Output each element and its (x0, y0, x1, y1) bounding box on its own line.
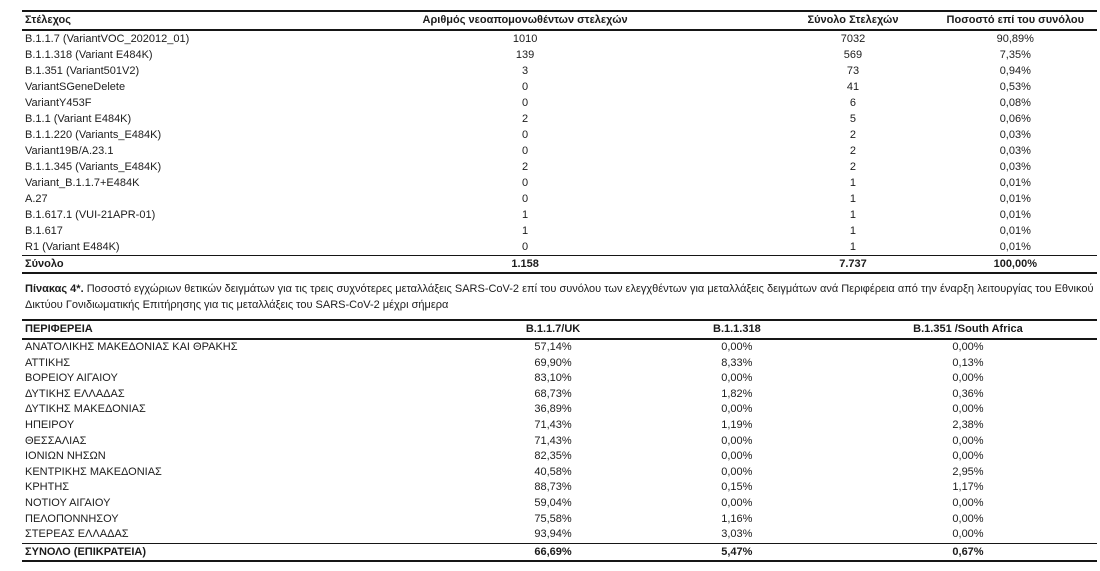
table-cell: 2 (522, 161, 529, 173)
table-cell: 0,15% (721, 481, 753, 494)
table-row (22, 63, 1097, 79)
table-cell: Σύνολο Στελεχών (772, 11, 933, 30)
table-cell: Στέλεχος (22, 11, 278, 30)
table-cell: 1 (849, 241, 857, 253)
strain-table-header (22, 11, 1097, 30)
table-cell: 0,01% (999, 177, 1031, 189)
table-cell: 71,43% (534, 434, 572, 447)
table-cell: 0,08% (999, 97, 1031, 109)
table-row (22, 111, 1097, 127)
table-row (22, 159, 1097, 175)
table-header-row (22, 320, 1097, 339)
table-cell: 71,43% (534, 418, 572, 431)
table-cell: ΠΕΛΟΠΟΝΝΗΣΟΥ (25, 512, 119, 525)
table-cell: B.1.1.7 (VariantVOC_202012_01) (25, 33, 190, 45)
table-cell: 1,16% (721, 512, 753, 525)
table-row (22, 175, 1097, 191)
table-total-row (22, 256, 1097, 274)
table-row (22, 480, 1097, 496)
table-cell: 0,00% (721, 496, 753, 509)
table-cell: 75,58% (534, 512, 572, 525)
table-cell: 1.158 (278, 256, 773, 274)
table-cell: ΔΥΤΙΚΗΣ ΕΛΛΑΔΑΣ (25, 387, 125, 400)
region-table-body (22, 339, 1097, 543)
table-cell: 82,35% (534, 450, 572, 463)
table-row (22, 434, 1097, 450)
strain-summary-table (22, 10, 1097, 274)
table-cell: 0 (522, 81, 529, 93)
table-cell: 2 (849, 161, 857, 173)
table-cell: ΝΟΤΙΟΥ ΑΙΓΑΙΟΥ (25, 496, 111, 509)
table-cell: 7,35% (999, 49, 1031, 61)
table-cell: B.1.1.220 (Variants_E484K) (25, 129, 162, 141)
table-cell: 41 (846, 81, 860, 93)
table-header-row (22, 11, 1097, 30)
table-cell: 0,13% (952, 356, 984, 369)
table-cell: 0,00% (721, 465, 753, 478)
table-cell: VariantSGeneDelete (25, 81, 126, 93)
table-cell: 7.737 (772, 256, 933, 274)
table-cell: 0,00% (721, 372, 753, 385)
table-cell: 0 (522, 145, 529, 157)
table-cell: 0,01% (999, 241, 1031, 253)
table-row (22, 512, 1097, 528)
table-cell: ΙΟΝΙΩΝ ΝΗΣΩΝ (25, 450, 106, 463)
table-cell: 90,89% (996, 33, 1034, 45)
table-caption (22, 281, 1097, 313)
table-cell: B.1.1.345 (Variants_E484K) (25, 161, 162, 173)
table-cell: 69,90% (534, 356, 572, 369)
table-cell: 57,14% (534, 341, 572, 353)
table-row (22, 95, 1097, 111)
table-cell: 6 (849, 97, 857, 109)
table-cell: 1 (522, 209, 529, 221)
table-cell: 0,67% (839, 543, 1097, 561)
table-caption-text: Ποσοστό εγχώριων θετικών δειγμάτων για τις τρεις συχνότερες μεταλλάξεις SARS-CoV-2 επί του συνόλου των ελεγχθέντων για μεταλλάξεις δειγμάτων ανά Περιφέρεια από την έναρξη λειτουργίας του Εθνικού Δικτύου Γονιδιωματικής Επιτήρησης για τις μεταλλάξεις του SARS-CoV-2 μέχρι σήμερα (25, 283, 1094, 311)
table-cell: 3,03% (721, 528, 753, 541)
table-cell: 0 (522, 193, 529, 205)
table-cell: 139 (515, 49, 535, 61)
table-caption-label: Πίνακας 4*. (25, 283, 84, 295)
table-cell: 0,00% (721, 403, 753, 416)
table-cell: 59,04% (534, 496, 572, 509)
table-cell: A.27 (25, 193, 48, 205)
table-cell: 0,53% (999, 81, 1031, 93)
table-cell: 2,95% (952, 465, 984, 478)
table-cell: Αριθμός νεοαπομονωθέντων στελεχών (278, 11, 773, 30)
table-row (22, 418, 1097, 434)
table-cell: 1 (849, 225, 857, 237)
table-cell: ΘΕΣΣΑΛΙΑΣ (25, 434, 87, 447)
table-cell: 1 (849, 193, 857, 205)
region-percentage-table (22, 319, 1097, 562)
table-cell: Variant_B.1.1.7+E484K (25, 177, 140, 189)
table-cell: 1,17% (952, 481, 984, 494)
table-cell: R1 (Variant E484K) (25, 241, 120, 253)
region-table-footer (22, 543, 1097, 561)
region-table-header (22, 320, 1097, 339)
table-cell: ΚΕΝΤΡΙΚΗΣ ΜΑΚΕΔΟΝΙΑΣ (25, 465, 162, 478)
table-cell: 1 (849, 209, 857, 221)
table-cell: B.1.351 (Variant501V2) (25, 65, 140, 77)
table-cell: ΔΥΤΙΚΗΣ ΜΑΚΕΔΟΝΙΑΣ (25, 403, 146, 416)
table-total-row (22, 543, 1097, 561)
table-cell: 5,47% (635, 543, 839, 561)
table-cell: 0 (522, 177, 529, 189)
table-cell: B.1.351 /South Africa (839, 320, 1097, 339)
table-cell: 40,58% (534, 465, 572, 478)
strain-table-body (22, 30, 1097, 256)
table-cell: Variant19B/A.23.1 (25, 145, 114, 157)
table-row (22, 239, 1097, 256)
table-cell: B.1.1.318 (Variant E484K) (25, 49, 153, 61)
table-cell: 0,00% (721, 450, 753, 463)
table-cell: ΠΕΡΙΦΕΡΕΙΑ (22, 320, 471, 339)
table-row (22, 356, 1097, 372)
table-cell: 0,01% (999, 193, 1031, 205)
table-row (22, 143, 1097, 159)
table-cell: 36,89% (534, 403, 572, 416)
table-cell: 1,19% (721, 418, 753, 431)
table-cell: 0,00% (952, 372, 984, 385)
table-row (22, 496, 1097, 512)
table-row (22, 465, 1097, 481)
table-cell: 2 (849, 145, 857, 157)
table-cell: Σύνολο (22, 256, 278, 274)
table-cell: B.1.1.318 (635, 320, 839, 339)
table-cell: 0,00% (952, 450, 984, 463)
table-cell: 569 (843, 49, 863, 61)
table-cell: 0,01% (999, 209, 1031, 221)
table-cell: 1010 (512, 33, 538, 45)
table-cell: 0,00% (721, 341, 753, 353)
table-cell: 1 (522, 225, 529, 237)
table-cell: 8,33% (721, 356, 753, 369)
table-cell: 0,00% (952, 434, 984, 447)
table-cell: 2,38% (952, 418, 984, 431)
table-cell: 93,94% (534, 528, 572, 541)
table-cell: ΣΥΝΟΛΟ (ΕΠΙΚΡΑΤΕΙΑ) (22, 543, 471, 561)
table-cell: 88,73% (534, 481, 572, 494)
table-cell: ΗΠΕΙΡΟΥ (25, 418, 75, 431)
table-cell: 1,82% (721, 387, 753, 400)
table-cell: 0 (522, 241, 529, 253)
table-cell: 100,00% (934, 256, 1097, 274)
table-cell: ΚΡΗΤΗΣ (25, 481, 70, 494)
table-row (22, 207, 1097, 223)
table-cell: 0,01% (999, 225, 1031, 237)
table-cell: 0,94% (999, 65, 1031, 77)
table-cell: B.1.1 (Variant E484K) (25, 113, 132, 125)
table-row (22, 191, 1097, 207)
table-cell: ΒΟΡΕΙΟΥ ΑΙΓΑΙΟΥ (25, 372, 118, 385)
table-cell: 0,00% (952, 528, 984, 541)
table-cell: 3 (522, 65, 529, 77)
table-cell: 68,73% (534, 387, 572, 400)
table-cell: 0 (522, 97, 529, 109)
table-row (22, 339, 1097, 356)
table-row (22, 47, 1097, 63)
table-cell: VariantY453F (25, 97, 92, 109)
table-row (22, 127, 1097, 143)
table-cell: ΣΤΕΡΕΑΣ ΕΛΛΑΔΑΣ (25, 528, 129, 541)
table-cell: 0,36% (952, 387, 984, 400)
table-row (22, 387, 1097, 403)
table-cell: 66,69% (471, 543, 634, 561)
table-cell: 0,06% (999, 113, 1031, 125)
table-cell: ΑΝΑΤΟΛΙΚΗΣ ΜΑΚΕΔΟΝΙΑΣ ΚΑΙ ΘΡΑΚΗΣ (25, 341, 238, 353)
table-row (22, 449, 1097, 465)
table-cell: 0,00% (952, 512, 984, 525)
table-cell: 0,00% (721, 434, 753, 447)
strain-table-footer (22, 256, 1097, 274)
table-cell: 5 (849, 113, 857, 125)
table-row (22, 79, 1097, 95)
table-row (22, 371, 1097, 387)
table-cell: ΑΤΤΙΚΗΣ (25, 356, 71, 369)
table-cell: 7032 (840, 33, 866, 45)
table-cell: B.1.1.7/UK (471, 320, 634, 339)
table-row (22, 402, 1097, 418)
table-cell: 0,00% (952, 403, 984, 416)
table-cell: 0,03% (999, 145, 1031, 157)
table-cell: Ποσοστό επί του συνόλου (934, 11, 1097, 30)
table-cell: B.1.617 (25, 225, 63, 237)
table-cell: 73 (846, 65, 860, 77)
table-cell: 0 (522, 129, 529, 141)
table-cell: 0,03% (999, 161, 1031, 173)
table-cell: 83,10% (534, 372, 572, 385)
table-cell: 0,00% (952, 341, 984, 353)
table-cell: 1 (849, 177, 857, 189)
table-cell: 2 (849, 129, 857, 141)
table-row (22, 223, 1097, 239)
table-row (22, 527, 1097, 543)
table-cell: B.1.617.1 (VUI-21APR-01) (25, 209, 156, 221)
table-cell: 0,00% (952, 496, 984, 509)
table-cell: 2 (522, 113, 529, 125)
table-cell: 0,03% (999, 129, 1031, 141)
table-row (22, 30, 1097, 47)
